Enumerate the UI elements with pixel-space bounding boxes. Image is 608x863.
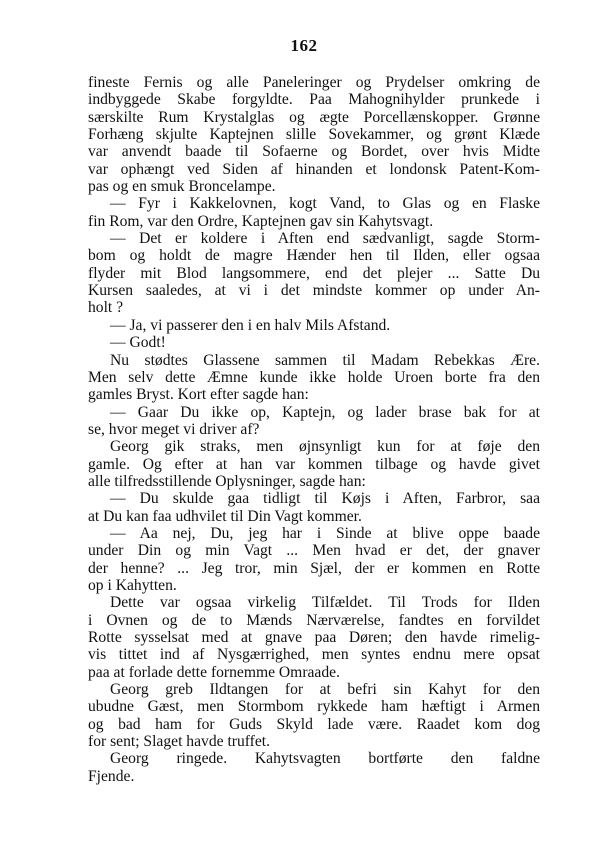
text-line: Fjende.: [88, 767, 135, 785]
text-line: indbyggede Skabe forgyldte. Paa Mahognihylder prunkede i: [88, 91, 540, 109]
text-line: Forhæng skjulte Kaptejnen slille Sovekammer, og grønt Klæde: [88, 126, 540, 144]
text-line: Nu stødtes Glassene sammen til Madam Rebekkas Ære.: [110, 351, 540, 369]
text-line: Georg gik straks, men øjnsynligt kun for at føje den: [110, 438, 540, 456]
text-line: — Det er koldere i Aften end sædvanligt, sagde Storm-: [110, 230, 540, 248]
text-line: Rotte sysselsat med at gnave paa Døren; den havde rimelig-: [88, 629, 540, 646]
text-line: gamles Bryst. Kort efter sagde han:: [88, 386, 309, 404]
text-line: Men selv dette Æmne kunde ikke holde Uroen borte fra den: [88, 368, 540, 386]
text-line: se, hvor meget vi driver af?: [88, 420, 260, 438]
text-line: var anvendt baade til Sofaerne og Bordet, over hvis Midte: [88, 143, 540, 161]
text-line: særskilte Rum Krystalglas og ægte Porcellænskopper. Grønne: [88, 108, 540, 126]
text-line: Georg ringede. Kahytsvagten bortførte den faldne: [110, 750, 540, 768]
text-line: flyder mit Blod langsommere, end det plejer ... Satte Du: [88, 264, 540, 282]
text-line: bom og holdt de magre Hænder hen til Ilden, eller ogsaa: [88, 247, 540, 265]
text-line: ubudne Gæst, men Stormbom rykkede ham hæftigt i Armen: [88, 698, 540, 716]
text-line: — Ja, vi passerer den i en halv Mils Afstand.: [110, 316, 391, 334]
text-line: for sent; Slaget havde truffet.: [88, 733, 271, 751]
text-line: pas og en smuk Broncelampe.: [88, 178, 276, 196]
text-line: under Din og min Vagt ... Men hvad er det, der gnaver: [88, 542, 540, 560]
text-line: fineste Fernis og alle Paneleringer og Prydelser omkring de: [88, 74, 540, 91]
text-line: — Gaar Du ikke op, Kaptejn, og lader brase bak for at: [110, 403, 540, 421]
text-line: op i Kahytten.: [88, 576, 177, 594]
text-line: holt ?: [88, 299, 124, 317]
text-line: vis tittet ind af Nysgærrighed, men syntes endnu mere opsat: [88, 646, 540, 664]
text-line: gamle. Og efter at han var kommen tilbage og havde givet: [88, 455, 540, 473]
body-text: [88, 74, 540, 785]
text-line: — Godt!: [110, 334, 166, 352]
text-line: i Ovnen og de to Mænds Nærværelse, fandtes en forvildet: [88, 611, 540, 629]
text-line: der henne? ... Jeg tror, min Sjæl, der er kommen en Rotte: [88, 559, 540, 577]
page-number: 162: [290, 36, 318, 55]
text-line: var ophængt ved Siden af hinanden et londonsk Patent-Kom-: [88, 160, 540, 178]
text-line: Kursen saaledes, at vi i det mindste kommer op under An-: [88, 282, 540, 300]
text-line: alle tilfredsstillende Oplysninger, sagde han:: [88, 472, 366, 490]
text-line: — Fyr i Kakkelovnen, kogt Vand, to Glas og en Flaske: [110, 195, 540, 213]
text-line: at Du kan faa udhvilet til Din Vagt kommer.: [88, 507, 362, 525]
text-line: — Du skulde gaa tidligt til Køjs i Aften, Farbror, saa: [110, 490, 540, 508]
text-line: Dette var ogsaa virkelig Tilfældet. Til Trods for Ilden: [110, 594, 540, 612]
text-line: paa at forlade dette fornemme Omraade.: [88, 663, 340, 681]
text-line: — Aa nej, Du, jeg har i Sinde at blive oppe baade: [110, 524, 540, 542]
text-line: Georg greb Ildtangen for at befri sin Kahyt for den: [110, 681, 540, 699]
text-line: og bad ham for Guds Skyld lade være. Raadet kom dog: [88, 715, 540, 733]
text-line: fin Rom, var den Ordre, Kaptejnen gav sin Kahytsvagt.: [88, 212, 434, 230]
